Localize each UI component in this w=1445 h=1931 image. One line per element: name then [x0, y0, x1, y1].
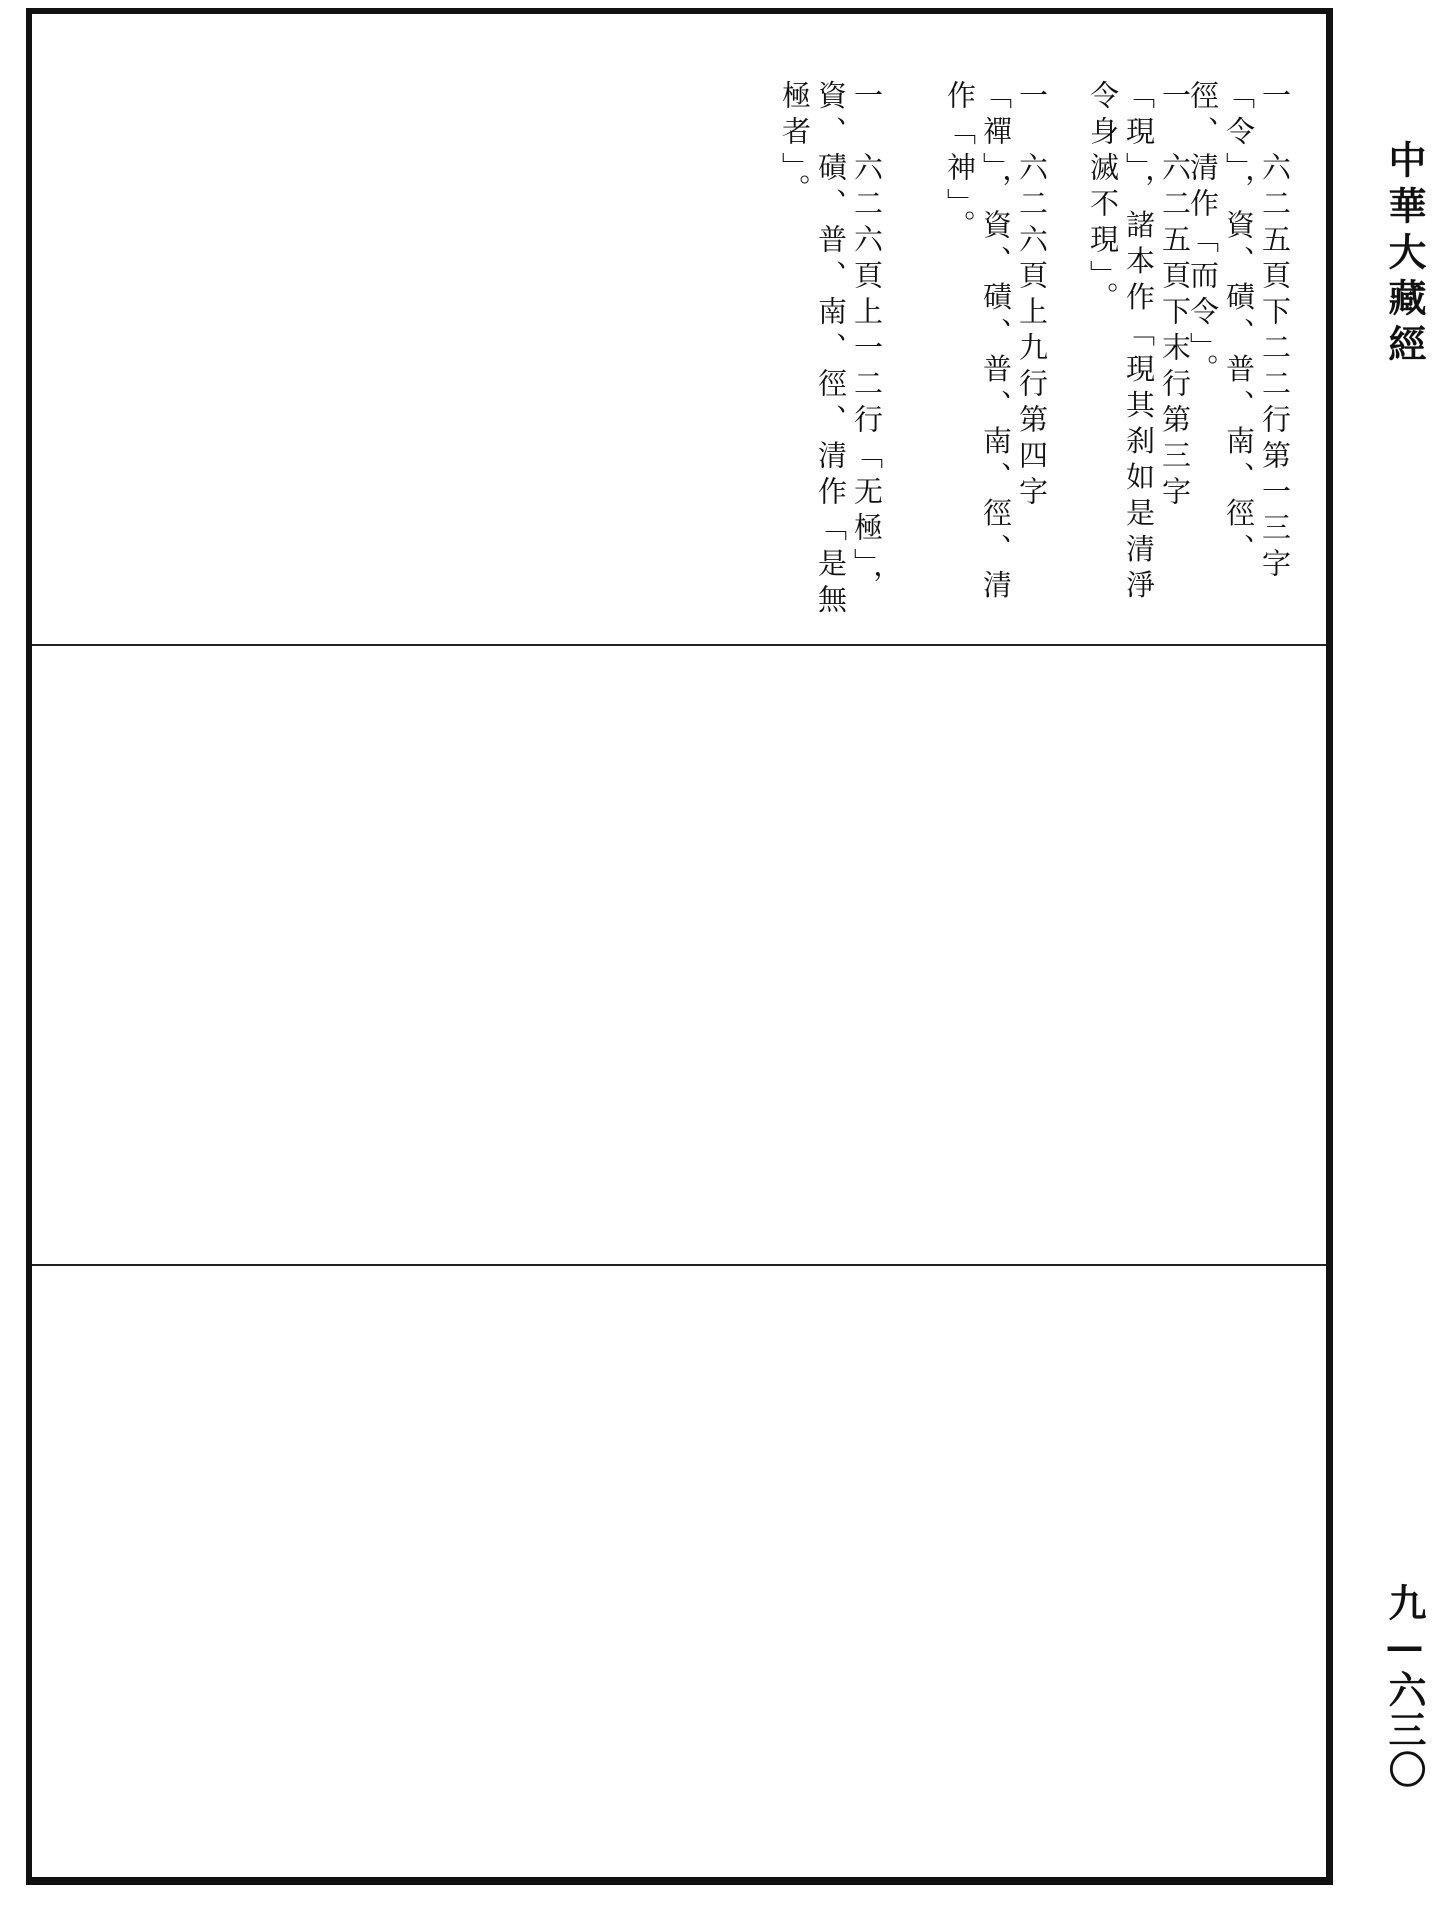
collation-note: 一 六二六頁上一二行「无極」，資、磧、普、南、徑、清作「是無極者」。 — [778, 80, 884, 620]
register-divider-upper — [32, 644, 1326, 646]
collation-note: 一 六二六頁上九行第四字「禪」，資、磧、普、南、徑、清作「神」。 — [943, 80, 1049, 606]
page-number: 九—六三〇 — [1382, 1583, 1427, 1790]
collation-note: 一 六二五頁下二二行第一三字「令」，資、磧、普、南、徑、徑、清作「而令」。 — [1186, 80, 1292, 584]
collation-note: 一 六二五頁下末行第三字「現」，諸本作「現其刹如是清淨令身滅不現」。 — [1086, 80, 1192, 606]
collection-title: 中華大藏經 — [1382, 140, 1427, 370]
register-divider-lower — [32, 1264, 1326, 1266]
